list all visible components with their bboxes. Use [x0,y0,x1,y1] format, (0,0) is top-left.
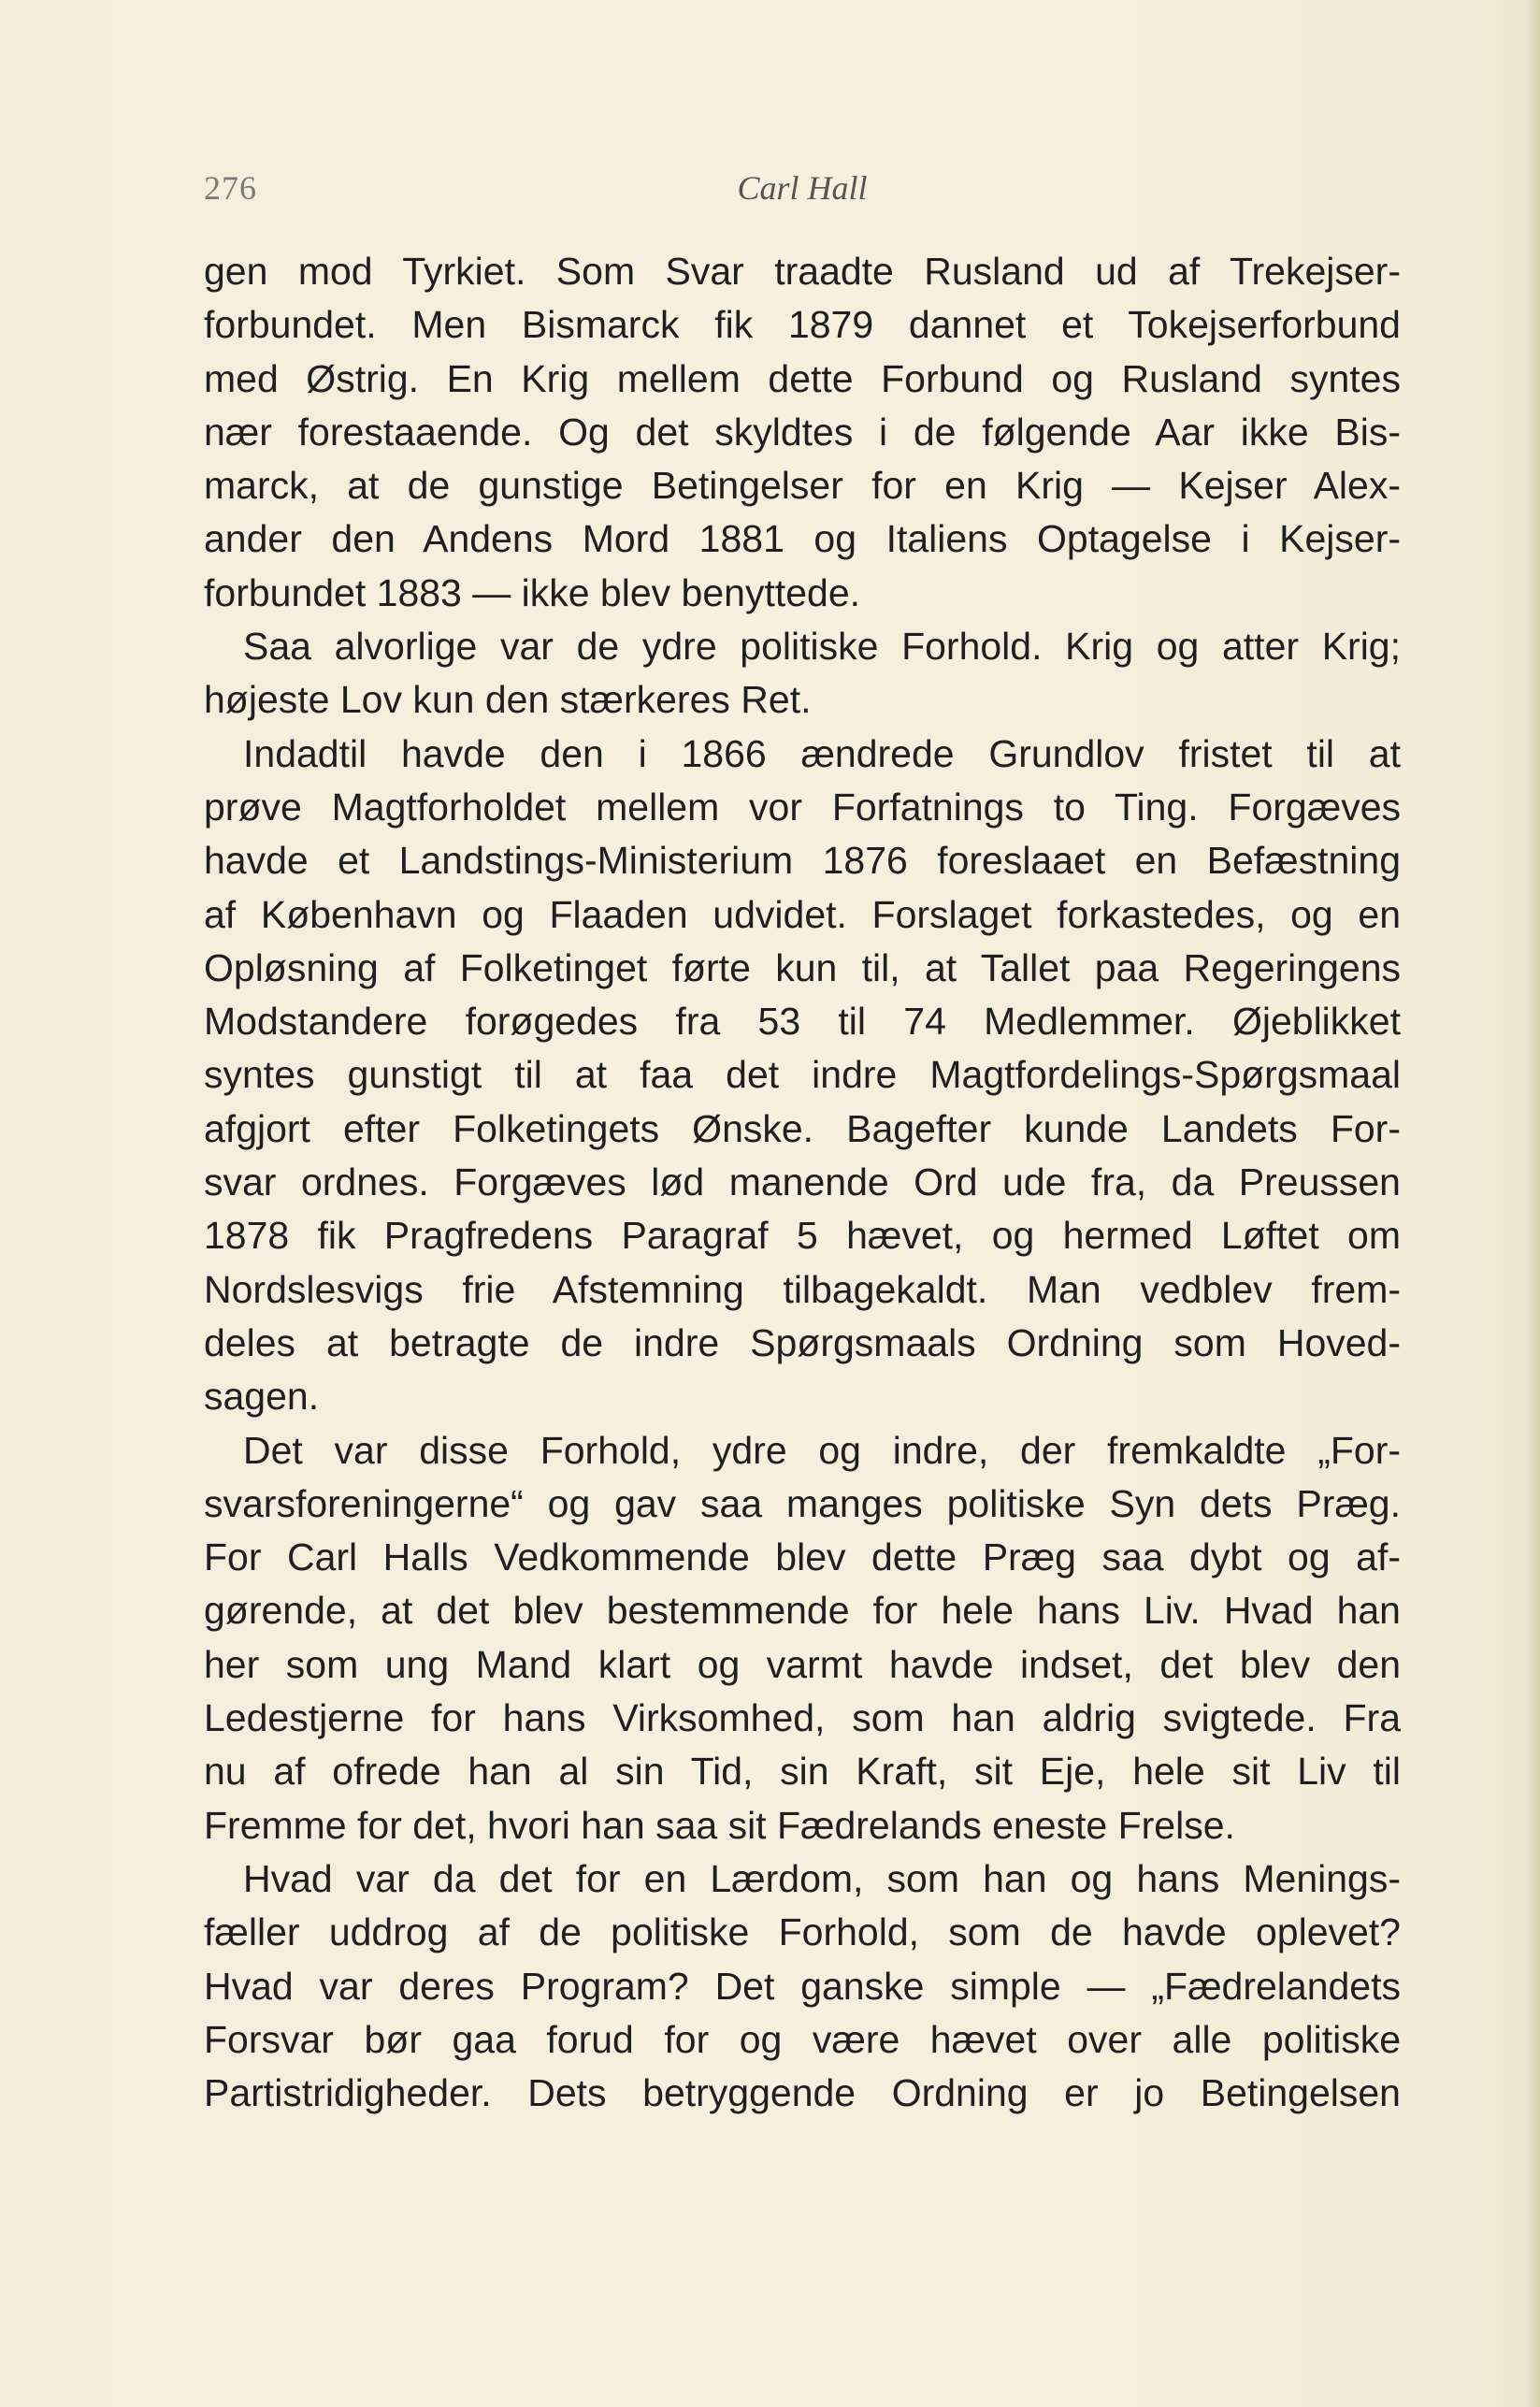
text-line: gørende, at det blev bestemmende for hele hans Liv. Hvad han [204,1589,1401,1633]
text-line: her som ung Mand klart og varmt havde indset, det blev den [204,1642,1401,1686]
text-line: Hvad var da det for en Lærdom, som han og hans Menings- [243,1856,1401,1900]
text-line: Ledestjerne for hans Virksomhed, som han aldrig svigtede. Fra [204,1696,1401,1740]
text-line: forbundet 1883 — ikke blev benyttede. [204,570,861,614]
text-line: Hvad var deres Program? Det ganske simple — „Fædrelandets [204,1964,1401,2008]
text-line: svarsforeningerne“ og gav saa manges politiske Syn dets Præg. [204,1481,1401,1525]
text-line: 1878 fik Pragfredens Paragraf 5 hævet, og hermed Løftet om [204,1214,1401,1258]
text-line: Partistridigheder. Dets betryggende Ordning er jo Betingelsen [204,2071,1401,2115]
text-line: Fremme for det, hvori han saa sit Fædrelands eneste Frelse. [204,1803,1235,1847]
body-text [204,245,1401,2120]
text-line: sagen. [204,1375,320,1419]
text-line: svar ordnes. Forgæves lød manende Ord ude fra, da Preussen [204,1160,1401,1204]
text-line: Indadtil havde den i 1866 ændrede Grundlov fristet til at [243,731,1401,775]
page-header [204,168,1401,224]
text-line: Opløsning af Folketinget førte kun til, at Tallet paa Regeringens [204,945,1401,989]
text-line: Nordslesvigs frie Afstemning tilbagekaldt. Man vedblev frem- [204,1267,1401,1311]
text-line: syntes gunstigt til at faa det indre Magtfordelings-Spørgsmaal [204,1053,1401,1097]
text-line: havde et Landstings-Ministerium 1876 foreslaaet en Befæstning [204,839,1401,883]
text-line: For Carl Halls Vedkommende blev dette Præg saa dybt og af- [204,1535,1401,1579]
text-line: nu af ofrede han al sin Tid, sin Kraft, sit Eje, hele sit Liv til [204,1750,1401,1794]
text-line: fæller uddrog af de politiske Forhold, som de havde oplevet? [204,1910,1401,1954]
text-line: forbundet. Men Bismarck fik 1879 dannet et Tokejserforbund [204,303,1401,347]
text-line: Forsvar bør gaa forud for og være hævet over alle politiske [204,2017,1401,2061]
text-line: nær forestaaende. Og det skyldtes i de følgende Aar ikke Bis- [204,410,1401,454]
text-line: marck, at de gunstige Betingelser for en Krig — Kejser Alex- [204,464,1401,508]
text-line: afgjort efter Folketingets Ønske. Bagefter kunde Landets For- [204,1106,1401,1150]
text-line: af København og Flaaden udvidet. Forslaget forkastedes, og en [204,892,1401,936]
text-line: med Østrig. En Krig mellem dette Forbund og Rusland syntes [204,356,1401,400]
text-line: ander den Andens Mord 1881 og Italiens Optagelse i Kejser- [204,517,1401,561]
text-line: Det var disse Forhold, ydre og indre, der fremkaldte „For- [243,1428,1401,1472]
page-number: 276 [204,169,257,207]
text-line: deles at betragte de indre Spørgsmaals Ordning som Hoved- [204,1320,1401,1364]
text-line: højeste Lov kun den stærkeres Ret. [204,678,812,722]
text-line: prøve Magtforholdet mellem vor Forfatnings to Ting. Forgæves [204,785,1401,829]
text-line: Saa alvorlige var de ydre politiske Forhold. Krig og atter Krig; [243,625,1401,669]
page-edge-shadow [1527,0,1540,2407]
running-title: Carl Hall [737,169,868,207]
text-line: gen mod Tyrkiet. Som Svar traadte Rusland ud af Trekejser- [204,250,1401,293]
text-line: Modstandere forøgedes fra 53 til 74 Medlemmer. Øjeblikket [204,1000,1401,1044]
